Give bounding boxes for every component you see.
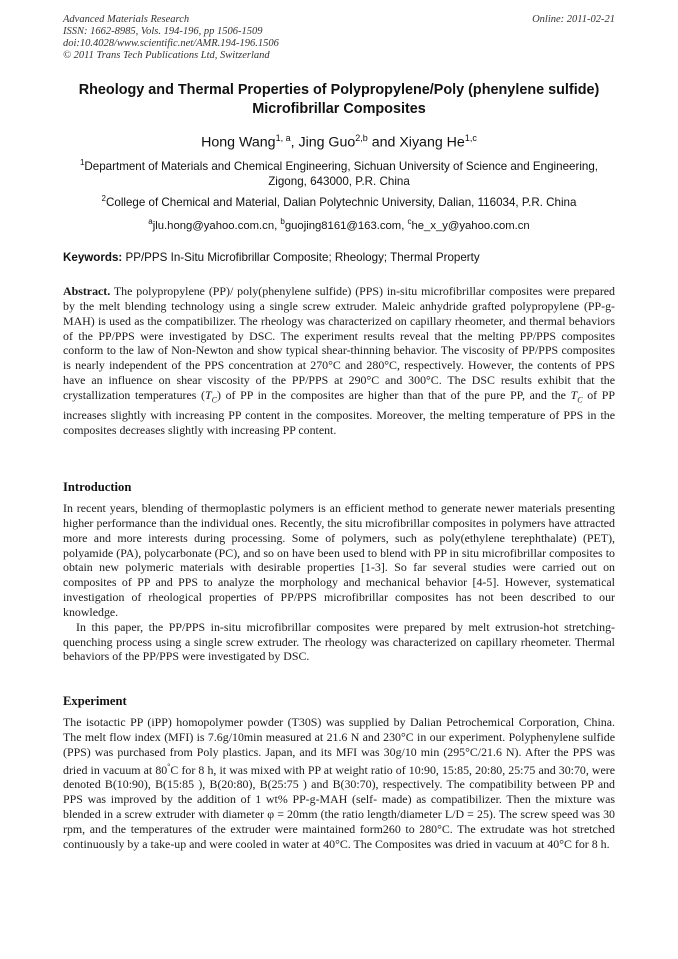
abstract-text: ) of PP in the composites are higher than that of the pure PP, and the: [216, 387, 571, 402]
tc-symbol-subscript: C: [211, 395, 217, 405]
author-name: Xiyang He: [399, 134, 465, 151]
affiliation-mark: 2: [101, 194, 106, 203]
author-name: Jing Guo: [298, 134, 356, 151]
issn-line: ISSN: 1662-8985, Vols. 194-196, pp 1506-1509: [63, 26, 263, 37]
abstract: [63, 284, 615, 438]
copyright-line: © 2011 Trans Tech Publications Ltd, Switzerland: [63, 50, 270, 61]
keywords: [63, 250, 623, 265]
affiliation-text: Department of Materials and Chemical Engineering, Sichuan University of Science and Engineering, Zigong, 643000, P.R. China: [84, 159, 599, 188]
affiliation-2: [66, 191, 612, 210]
degree-symbol: °: [167, 761, 171, 771]
email-mark: a: [148, 217, 153, 226]
paragraph-text: The isotactic PP (iPP) homopolymer powder (T30S) was supplied by Dalian Petrochemical Corporation, China. The melt flow index (MFI) is 7.6g/10min measured at 21.6 N and 230°C in our experiment. Polyphenylene sulfide (PPS) was purchased from Poly plastics. Japan, and its MFI was 30g/10 min (295°C/21.6 N). After the PPS was dried in vacuum at 80: [63, 715, 615, 777]
email-list: [66, 214, 612, 234]
author-affiliation-mark: 1,c: [464, 133, 477, 143]
tc-symbol: [205, 387, 217, 405]
paragraph: [63, 715, 615, 852]
introduction-body: [63, 501, 615, 664]
experiment-heading: Experiment: [63, 694, 127, 708]
abstract-label: Abstract.: [63, 284, 111, 298]
author-separator: and: [367, 134, 400, 151]
tc-symbol-subscript: C: [577, 395, 583, 405]
abstract-text: The polypropylene (PP)/ poly(phenylene sulfide) (PPS) in-situ microfibrillar composites were prepared by the melt blending technology using a single screw extruder. Maleic anhydride grafted polypropylene (PP-g-MAH) is used as the compatibilizer. The rheology was characterized on capillary rheometer, and thermal behaviors of the PP/PPS were investigated by DSC. The experiment results reveal that the melting PP/PPS composites conform to the law of Non-Newton and show typical shear-thinning behavior. The viscosity of PP/PPS composites is nearly independent of the PPS concentration at 270°C and 280°C, respectively. However, the contents of PPS have an influence on shear viscosity of the PP/PPS at 290°C and 300°C. The DSC results exhibit that the crystallization temperatures (: [63, 284, 615, 402]
email-mark: c: [407, 217, 412, 226]
paragraph-text: C for 8 h, it was mixed with PP at weight ratio of 10:90, 15:85, 20:80, 25:75 and 30:70, were denoted B(10:90), B(15:85 ), B(20:80), B(25:75 ) and B(30:70), respectively. The compatibility between PP and PPS was improved by the addition of 1 wt% PP-g-MAH (self- made) as compatibilizer. Then the mixture was blended in a screw extruder with diameter φ = 20mm (the ratio length/diameter L/D = 25). The screw speed was 30 rpm, and the temperatures of the extruder were maintained form260 to 280°C. The extrudate was hot stretched continuously by a take-up and were cooled in water at 40°C. The Composites was dried in vacuum at 40°C for 8 h.: [63, 762, 616, 851]
affiliation-text: College of Chemical and Material, Dalian Polytechnic University, Dalian, 116034, P.R. China: [106, 195, 577, 209]
paragraph: In this paper, the PP/PPS in-situ microfibrillar composites were prepared by melt extrusion-hot stretching-quenching process using a single screw extruder. The rheology was characterized on capillary rheometer. Thermal behaviors of the PP/PPS were investigated by DSC.: [63, 619, 615, 664]
keywords-label: Keywords:: [63, 251, 126, 264]
doi-line[interactable]: doi:10.4028/www.scientific.net/AMR.194-196.1506: [63, 38, 279, 49]
abstract-text: of PP increases slightly with increasing PP content in the composites. Moreover, the melting temperature of PPS in the composites decreases slightly with increasing PP content.: [63, 387, 615, 437]
journal-header: [63, 14, 279, 62]
journal-name: Advanced Materials Research: [63, 14, 190, 25]
paragraph: In recent years, blending of thermoplastic polymers is an efficient method to generate newer materials presenting higher performance than the individual ones. Recently, the situ microfibrillar composites in polymers have attracted more and more interests during processing. Some of polymers, such as poly(ethylene terephthalate) (PET), polyamide (PA), polycarbonate (PC), and so on have been used to blend with PP in situ microfibrillar composites to obtain new polymeric materials with desirable properties [1-3]. So far several studies were carried out on composites of PP and PPS to analyze the morphology and mechanical behavior [4-5]. However, systematical investigation of rheological properties of PP/PPS microfibrillar composites has not been described to our knowledge.: [63, 501, 615, 619]
author-list: [66, 129, 612, 152]
email-mark: b: [280, 217, 285, 226]
author-affiliation-mark: 1, a: [275, 133, 291, 143]
tc-symbol-t: T: [205, 387, 212, 402]
author-name: Hong Wang: [201, 134, 276, 151]
author-affiliation-mark: 2,b: [355, 133, 368, 143]
tc-symbol: [570, 387, 583, 405]
paper-title: Rheology and Thermal Properties of Polypropylene/Poly (phenylene sulfide) Microfibrillar Composites: [78, 82, 600, 117]
email-link[interactable]: he_x_y@yahoo.com.cn: [411, 219, 530, 232]
email-link[interactable]: guojing8161@163.com,: [284, 219, 408, 232]
affiliation-mark: 1: [79, 158, 85, 167]
online-date: Online: 2011-02-21: [532, 14, 615, 25]
introduction-heading: Introduction: [63, 480, 132, 494]
author-separator: ,: [290, 134, 299, 151]
keywords-text: PP/PPS In-Situ Microfibrillar Composite; Rheology; Thermal Property: [125, 251, 480, 264]
affiliation-1: [66, 155, 612, 189]
tc-symbol-t: T: [570, 387, 578, 402]
experiment-body: [63, 715, 615, 852]
email-link[interactable]: jlu.hong@yahoo.com.cn,: [152, 219, 281, 232]
